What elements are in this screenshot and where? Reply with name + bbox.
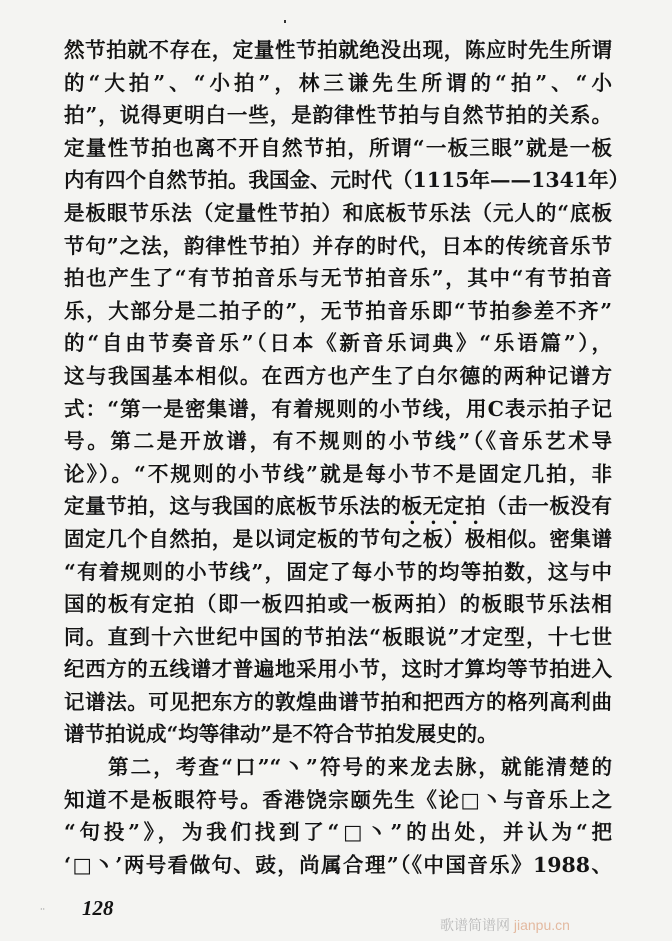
text-line: 国的板有定拍（即一板四拍或一板两拍）的板眼节乐法相 (64, 592, 612, 617)
text-line: 号。第二是开放谱，有不规则的小节线”（《音乐艺术导 (64, 429, 612, 454)
text-line: 是板眼节乐法（定量性节拍）和底板节乐法（元人的“底板 (64, 200, 612, 225)
text-line: 纪西方的五线谱才普遍地采用小节，这时才算均等节拍进入 (64, 657, 612, 682)
text-line: 同。直到十六世纪中国的节拍法“板眼说”才定型，十七世 (64, 624, 612, 649)
text-line: “句投”》，为我们找到了“□丶”的出处，并认为“把 (64, 820, 612, 845)
scan-speck: ·· (40, 905, 46, 914)
watermark-url: jianpu.cn (513, 917, 570, 933)
text-line: 论》）。“不规则的小节线”就是每小节不是固定几拍，非 (64, 461, 612, 486)
paragraph-start-line: 第二，考查“口”“丶”符号的来龙去脉，就能清楚的 (108, 755, 612, 780)
watermark (440, 915, 570, 935)
text-line-emphasis (64, 490, 612, 523)
text-segment: 定量节拍，这与我国的底板节乐法的 (64, 494, 402, 519)
text-line: ‘□丶’两号看做句、豉，尚属合理”（《中国音乐》1988、 (64, 852, 612, 877)
text-line: 然节拍就不存在，定量性节拍就绝没出现，陈应时先生所谓 (64, 38, 612, 62)
text-line: 乐，大部分是二拍子的”，无节拍音乐即“节拍参差不齐” (64, 298, 612, 323)
watermark-site: 歌谱简谱网 (440, 917, 510, 933)
text-line: 固定几个自然拍，是以词定板的节句之板）极相似。密集谱 (64, 526, 612, 551)
text-line: 的“自由节奏音乐”（日本《新音乐词典》“乐语篇”）， (64, 331, 612, 356)
text-line: 内有四个自然节拍。我国金、元时代（1115年——1341年） (64, 168, 630, 193)
text-line: “有着规则的小节线”，固定了每小节的均等拍数，这与中 (64, 559, 612, 584)
body-text (64, 34, 630, 881)
emphasized-text: 板无定拍 (401, 494, 487, 519)
text-line: 的“大拍”、“小拍”，林三谦先生所谓的“拍”、“小 (64, 70, 612, 95)
text-line: 式：“第一是密集谱，有着规则的小节线，用C表示拍子记 (64, 396, 612, 421)
scan-speck (284, 20, 286, 23)
text-line: 定量性节拍也离不开自然节拍，所谓“一板三眼”就是一板 (64, 135, 612, 160)
paragraph-end-line: 谱节拍说成“均等律动”是不符合节拍发展史的。 (64, 722, 498, 747)
page-number: 128 (82, 896, 114, 920)
text-line: 这与我国基本相似。在西方也产生了白尔德的两种记谱方 (64, 363, 612, 388)
text-line: 知道不是板眼符号。香港饶宗颐先生《论□丶与音乐上之 (64, 787, 612, 812)
text-line: 节句”之法，韵律性节拍）并存的时代，日本的传统音乐节 (64, 233, 612, 258)
text-line: 拍”，说得更明白一些，是韵律性节拍与自然节拍的关系。 (64, 103, 612, 128)
text-line: 记谱法。可见把东方的敦煌曲谱节拍和把西方的格列高利曲 (64, 689, 612, 714)
text-line: 拍也产生了“有节拍音乐与无节拍音乐”，其中“有节拍音 (64, 266, 612, 291)
text-segment: （击一板没有 (486, 494, 613, 519)
